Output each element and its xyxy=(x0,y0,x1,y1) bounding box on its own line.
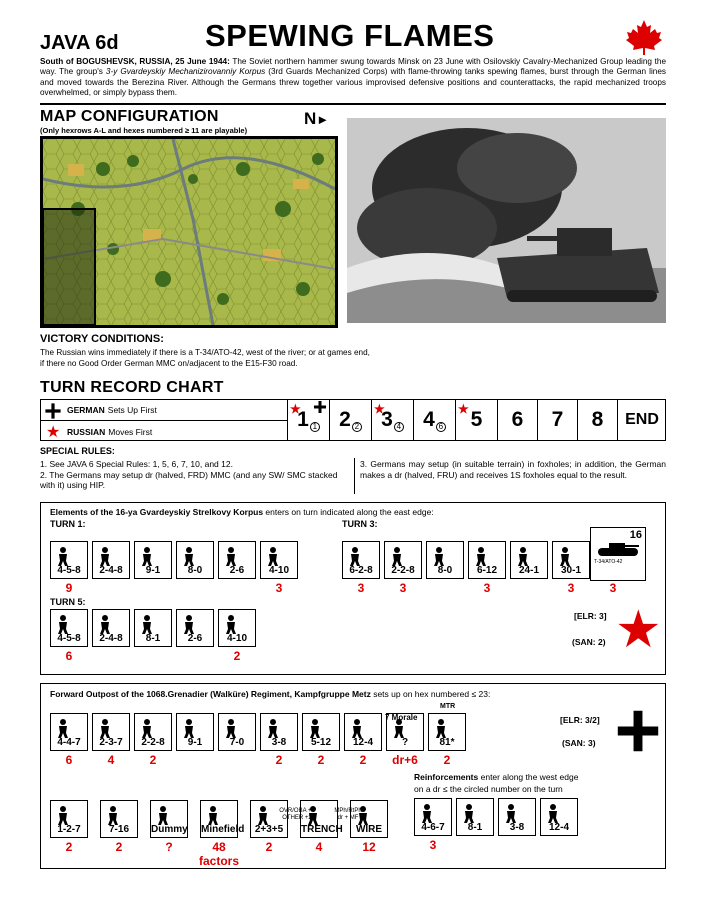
counter xyxy=(456,798,494,836)
counter-stat: 2-2-8 xyxy=(391,565,415,576)
counter-quantity: 2 xyxy=(115,840,123,854)
counter xyxy=(218,609,256,647)
special-rule-3: 3. Germans may setup (in suitable terrain) in foxholes; in addition, the German makes a dr (halved, FRU) and receives 1S foxholes equal to the result. xyxy=(360,459,666,480)
counter-stat: 8-0 xyxy=(437,565,453,576)
red-star-icon: ★ xyxy=(46,424,61,441)
infantry-icon xyxy=(544,803,562,823)
german-elr: [ELR: 3/2] xyxy=(560,715,600,725)
counter-stat: 6-12 xyxy=(476,565,497,576)
counter-stat: 1-2-7 xyxy=(57,824,81,835)
infantry-icon xyxy=(472,546,490,566)
counter-stat: 30-1 xyxy=(560,565,581,576)
infantry-icon xyxy=(432,718,450,738)
map-configuration-image xyxy=(40,136,338,328)
turn-cell-1: ★ 1 1 xyxy=(287,400,329,440)
infantry-icon xyxy=(138,718,156,738)
infantry-icon xyxy=(54,805,72,825)
counter xyxy=(92,541,130,579)
infantry-icon xyxy=(138,546,156,566)
infantry-icon xyxy=(502,803,520,823)
counter xyxy=(498,798,536,836)
counter-quantity: 6 xyxy=(65,753,73,767)
victory-line-2: if there no Good Order German MMC on/adjacent to the E15-F30 road. xyxy=(40,359,298,368)
counter-stat: 12-4 xyxy=(352,737,373,748)
tank-icon xyxy=(595,540,641,558)
russian-turn1-label: TURN 1: xyxy=(50,519,86,529)
counter-stat: 4-10 xyxy=(226,633,247,644)
counter-stat: Minefield xyxy=(201,824,245,835)
special-rules-left xyxy=(40,459,346,491)
turn-record-chart xyxy=(40,399,666,441)
hex-map-graphic xyxy=(43,139,335,325)
counter-stat: 2-4-8 xyxy=(99,633,123,644)
victory-heading: VICTORY CONDITIONS: xyxy=(40,333,164,345)
rules-divider xyxy=(354,458,355,494)
red-star-icon: ★ xyxy=(458,402,469,416)
scenario-title: SPEWING FLAMES xyxy=(205,18,495,53)
counter-stat: 7-16 xyxy=(108,824,129,835)
counter xyxy=(50,609,88,647)
counter-quantity: 2 xyxy=(443,753,451,767)
counter-stat: WIRE xyxy=(355,824,383,835)
counter xyxy=(342,541,380,579)
counter xyxy=(302,713,340,751)
infantry-icon xyxy=(96,546,114,566)
counter xyxy=(260,713,298,751)
infantry-icon xyxy=(54,718,72,738)
infantry-icon xyxy=(204,805,222,825)
counter xyxy=(468,541,506,579)
special-rules-heading: SPECIAL RULES: xyxy=(40,446,115,456)
infantry-icon xyxy=(264,718,282,738)
counter xyxy=(50,713,88,751)
counter-stat: 12-4 xyxy=(548,822,569,833)
counter-stat: 4-10 xyxy=(268,565,289,576)
counter-stat: 3-8 xyxy=(509,822,525,833)
infantry-icon xyxy=(264,546,282,566)
counter-stat: TRENCH xyxy=(301,824,343,835)
counter-quantity: 9 xyxy=(65,581,73,595)
counter-quantity: 3 xyxy=(609,581,617,595)
counter-quantity: 2 xyxy=(265,840,273,854)
counter-tank: 16 T-34/ATO-42 xyxy=(590,527,646,581)
map-note: (Only hexrows A-L and hexes numbered ≥ 11 are playable) xyxy=(40,126,248,135)
german-cross-icon xyxy=(314,401,326,413)
turn-cell-end: END xyxy=(617,400,666,440)
german-balkenkreuz-icon xyxy=(617,710,659,752)
scenario-intro: South of BOGUSHEVSK, RUSSIA, 25 June 1944: The Soviet northern hammer swung towards Minsk on 23 June with Osilovskiy Cavalry-Mechanized Group leading the way. The group's 3-y Gvardeyskiy Mechanizirovanniy Korpus (3rd Guards Mechanized Corps) with flame-throwing tanks spewing flames, burst through the German lines and moved towards the Berezina River. Although the Germans threw together various improvised defensive positions and counterattacks, the rapid mechanized troops overwhelmed, or simply bypass them. xyxy=(40,57,666,98)
wire-modifiers: MPh/RtPh dr + MF xyxy=(334,808,362,821)
infantry-icon xyxy=(138,614,156,634)
counter-stat: 4-4-7 xyxy=(57,737,81,748)
counter xyxy=(428,713,466,751)
trench-modifiers: OVR/OBA +4 OTHER +2 xyxy=(279,808,315,821)
counter-stat: Dummy xyxy=(151,824,188,835)
counter xyxy=(134,609,172,647)
counter xyxy=(50,541,88,579)
turn-cell-3: ★ 3 4 xyxy=(371,400,413,440)
counter-stat: 8-0 xyxy=(187,565,203,576)
infantry-icon xyxy=(388,546,406,566)
counter xyxy=(176,609,214,647)
map-heading: MAP CONFIGURATION xyxy=(40,108,219,125)
red-star-icon: ★ xyxy=(290,402,301,416)
turn-cell-8: 8 xyxy=(577,400,617,440)
turn-cell-6: 6 xyxy=(497,400,537,440)
counter-quantity: 4 xyxy=(315,840,323,854)
reinforcements-text: Reinforcements enter along the west edge xyxy=(414,772,579,782)
infantry-icon xyxy=(104,805,122,825)
russian-san: (SAN: 2) xyxy=(572,637,606,647)
counter-quantity: ? xyxy=(165,840,173,854)
counter-quantity: 2 xyxy=(233,649,241,663)
infantry-icon xyxy=(460,803,478,823)
counter-stat: 2-3-7 xyxy=(99,737,123,748)
mtr-label: MTR xyxy=(440,703,456,710)
counter xyxy=(218,713,256,751)
counter-quantity: 48 factors xyxy=(198,840,239,868)
counter-quantity: 6 xyxy=(65,649,73,663)
counter-stat: 2-6 xyxy=(229,565,245,576)
victory-line-1: The Russian wins immediately if there is a T-34/ATO-42, west of the river; or at games end, xyxy=(40,348,370,357)
counter xyxy=(414,798,452,836)
counter-stat: 5-12 xyxy=(310,737,331,748)
counter xyxy=(260,541,298,579)
counter-quantity: 4 xyxy=(107,753,115,767)
counter-stat: 8-1 xyxy=(145,633,161,644)
german-setup-row: GERMAN Sets Up First xyxy=(41,400,287,421)
russian-turn3-label: TURN 3: xyxy=(342,519,378,529)
counter-stat: 2-2-8 xyxy=(141,737,165,748)
counter-quantity: dr+6 xyxy=(392,753,418,767)
counter xyxy=(540,798,578,836)
special-rule-1: 1. See JAVA 6 Special Rules: 1, 5, 6, 7, 10, and 12. xyxy=(40,459,233,469)
infantry-icon xyxy=(222,718,240,738)
infantry-icon xyxy=(222,614,240,634)
counter-quantity: 2 xyxy=(275,753,283,767)
russian-turn5-label: TURN 5: xyxy=(50,597,86,607)
infantry-icon xyxy=(306,718,324,738)
russian-moves-row: ★ RUSSIAN Moves First xyxy=(46,424,153,441)
counter xyxy=(344,713,382,751)
counter-stat: 9-1 xyxy=(187,737,203,748)
turn-cell-4: 4 6 xyxy=(413,400,455,440)
counter-stat: 9-1 xyxy=(145,565,161,576)
header-divider xyxy=(40,103,666,105)
reinforcements-text-2: on a dr ≤ the circled number on the turn xyxy=(414,784,563,794)
flamethrower-tank-photo xyxy=(347,118,666,323)
counter-quantity: 2 xyxy=(149,753,157,767)
counter-quantity: 3 xyxy=(567,581,575,595)
counter-stat: 24-1 xyxy=(518,565,539,576)
counter xyxy=(200,800,245,838)
counter xyxy=(150,800,188,838)
soviet-red-star-icon: ★ xyxy=(615,601,662,659)
german-cross-icon xyxy=(45,403,61,419)
counter-stat: 3-8 xyxy=(271,737,287,748)
counter-quantity: 3 xyxy=(399,581,407,595)
counter-stat: 2-4-8 xyxy=(99,565,123,576)
infantry-icon xyxy=(54,546,72,566)
russian-elr: [ELR: 3] xyxy=(574,611,607,621)
russian-ob-heading: Elements of the 16-ya Gvardeyskiy Strelkovy Korpus enters on turn indicated along the east edge: xyxy=(50,507,434,517)
counter-stat: 4-6-7 xyxy=(421,822,445,833)
counter-quantity: 3 xyxy=(429,838,437,852)
counter xyxy=(218,541,256,579)
north-arrow-icon: ► xyxy=(316,112,330,127)
counter-quantity: 3 xyxy=(357,581,365,595)
counter xyxy=(134,713,172,751)
infantry-icon xyxy=(96,718,114,738)
infantry-icon xyxy=(430,546,448,566)
morale-label: 7 Morale xyxy=(385,713,418,722)
counter-stat: ? xyxy=(401,737,409,748)
north-indicator: N► xyxy=(304,109,330,128)
infantry-icon xyxy=(418,803,436,823)
counter xyxy=(176,541,214,579)
counter-stat: 81* xyxy=(439,737,455,748)
special-rule-2: 2. The Germans may setup dr (halved, FRD) MMC (and any SW/ SMC stacked with it) using HIP. xyxy=(40,469,338,490)
counter-stat: 6-2-8 xyxy=(349,565,373,576)
german-san: (SAN: 3) xyxy=(562,738,596,748)
infantry-icon xyxy=(180,546,198,566)
counter-stat: 2-6 xyxy=(187,633,203,644)
counter-stat: 7-0 xyxy=(229,737,245,748)
infantry-icon xyxy=(222,546,240,566)
counter-quantity: 3 xyxy=(483,581,491,595)
infantry-icon xyxy=(254,805,272,825)
counter xyxy=(100,800,138,838)
infantry-icon xyxy=(514,546,532,566)
counter xyxy=(134,541,172,579)
turn-cell-7: 7 xyxy=(537,400,577,440)
counter-stat: 2+3+5 xyxy=(254,824,284,835)
counter xyxy=(426,541,464,579)
counter xyxy=(510,541,548,579)
infantry-icon xyxy=(96,614,114,634)
counter xyxy=(384,541,422,579)
infantry-icon xyxy=(180,718,198,738)
infantry-icon xyxy=(180,614,198,634)
infantry-icon xyxy=(346,546,364,566)
counter-quantity: 3 xyxy=(275,581,283,595)
counter xyxy=(176,713,214,751)
turn-record-heading: TURN RECORD CHART xyxy=(40,379,224,396)
counter xyxy=(92,713,130,751)
turn-cell-5: ★ 5 xyxy=(455,400,497,440)
infantry-icon xyxy=(556,546,574,566)
turn-cell-2: 2 2 xyxy=(329,400,371,440)
counter xyxy=(92,609,130,647)
infantry-icon xyxy=(348,718,366,738)
infantry-icon xyxy=(54,614,72,634)
canada-flag-icon xyxy=(624,18,664,56)
counter-quantity: 12 xyxy=(362,840,376,854)
counter xyxy=(552,541,590,579)
scenario-id: JAVA 6d xyxy=(40,32,119,54)
counter-stat: 8-1 xyxy=(467,822,483,833)
counter-quantity: 2 xyxy=(65,840,73,854)
german-ob-heading: Forward Outpost of the 1068.Grenadier (Walküre) Regiment, Kampfgruppe Metz sets up on hex numbered ≤ 23: xyxy=(50,689,491,699)
counter-stat: 4-5-8 xyxy=(57,633,81,644)
counter-stat: 4-5-8 xyxy=(57,565,81,576)
counter xyxy=(50,800,88,838)
red-star-icon: ★ xyxy=(374,402,385,416)
counter-quantity: 2 xyxy=(359,753,367,767)
counter-quantity: 2 xyxy=(317,753,325,767)
infantry-icon xyxy=(154,805,172,825)
